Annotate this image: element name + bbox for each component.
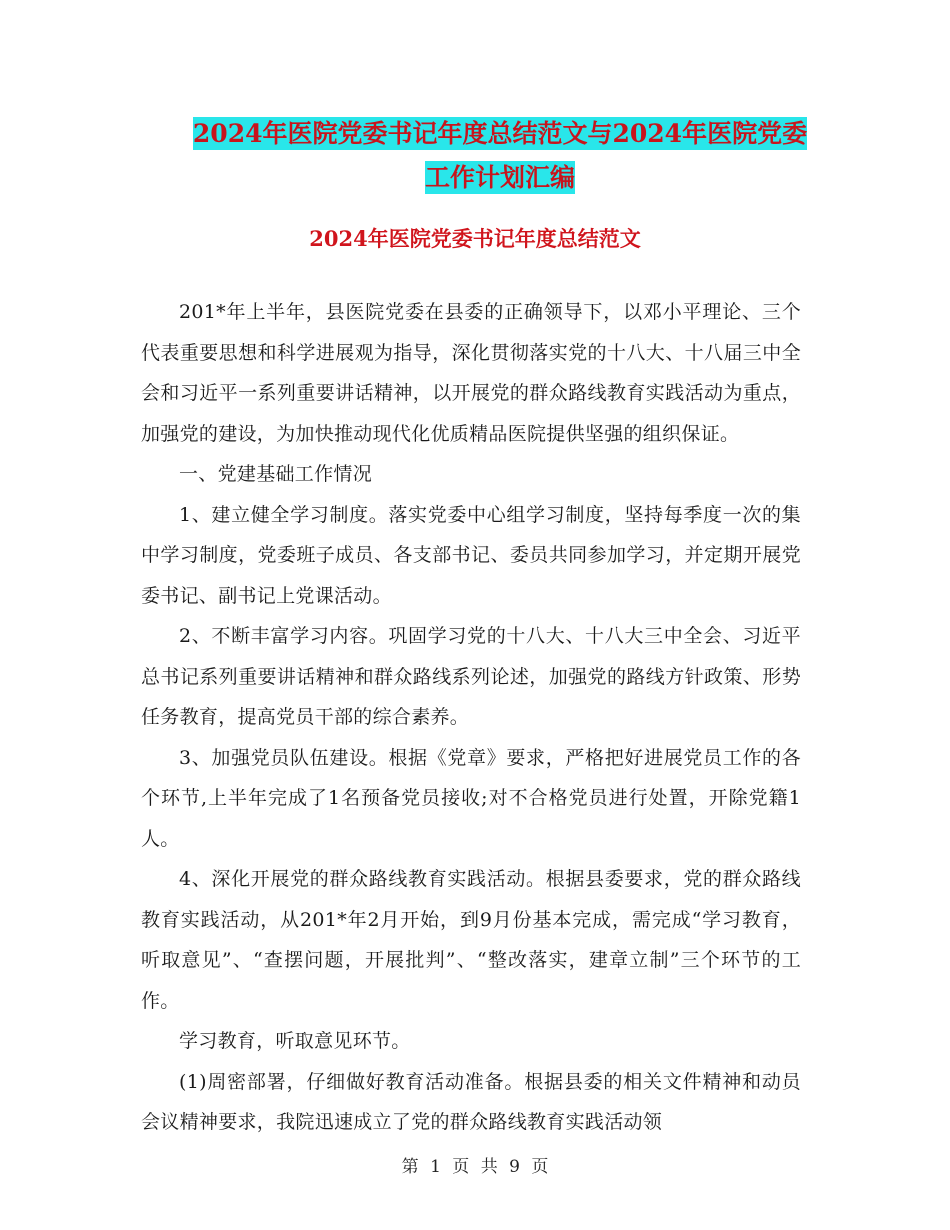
paragraph: 201*年上半年，县医院党委在县委的正确领导下，以邓小平理论、三个代表重要思想和科学进展观为指导，深化贯彻落实党的十八大、十八届三中全会和习近平一系列重要讲话精神，以开展党的群众路线教育实践活动为重点，加强党的建设，为加快推动现代化优质精品医院提供坚强的组织保证。 [141,301,801,445]
paragraph: 一、党建基础工作情况 [179,463,373,485]
paragraph: 2、不断丰富学习内容。巩固学习党的十八大、十八大三中全会、习近平总书记系列重要讲话精神和群众路线系列论述，加强党的路线方针政策、形势任务教育，提高党员干部的综合素养。 [141,625,801,728]
paragraph: (1)周密部署，仔细做好教育活动准备。根据县委的相关文件精神和动员会议精神要求，我院迅速成立了党的群众路线教育实践活动领 [141,1070,801,1133]
title-line-2: 工作计划汇编 [424,163,575,192]
section-title: 2024年医院党委书记年度总结范文 [309,226,641,251]
paragraph: 学习教育，听取意见环节。 [179,1030,411,1052]
paragraph: 3、加强党员队伍建设。根据《党章》要求，严格把好进展党员工作的各个环节,上半年完成了1名预备党员接收;对不合格党员进行处置，开除党籍1人。 [141,746,801,850]
paragraph: 4、深化开展党的群众路线教育实践活动。根据县委要求，党的群众路线教育实践活动，从201*年2月开始，到9月份基本完成，需完成“学习教育，听取意见”、“查摆问题，开展批判”、“整改落实，建章立制”三个环节的工作。 [141,868,801,1012]
document-title [150,112,850,200]
title-line-1: 2024年医院党委书记年度总结范文与2024年医院党委 [192,119,808,148]
page-footer: 第 1 页 共 9 页 [401,1157,549,1177]
document-body [141,292,801,1143]
paragraph: 1、建立健全学习制度。落实党委中心组学习制度，坚持每季度一次的集中学习制度，党委班子成员、各支部书记、委员共同参加学习，并定期开展党委书记、副书记上党课活动。 [141,503,801,607]
